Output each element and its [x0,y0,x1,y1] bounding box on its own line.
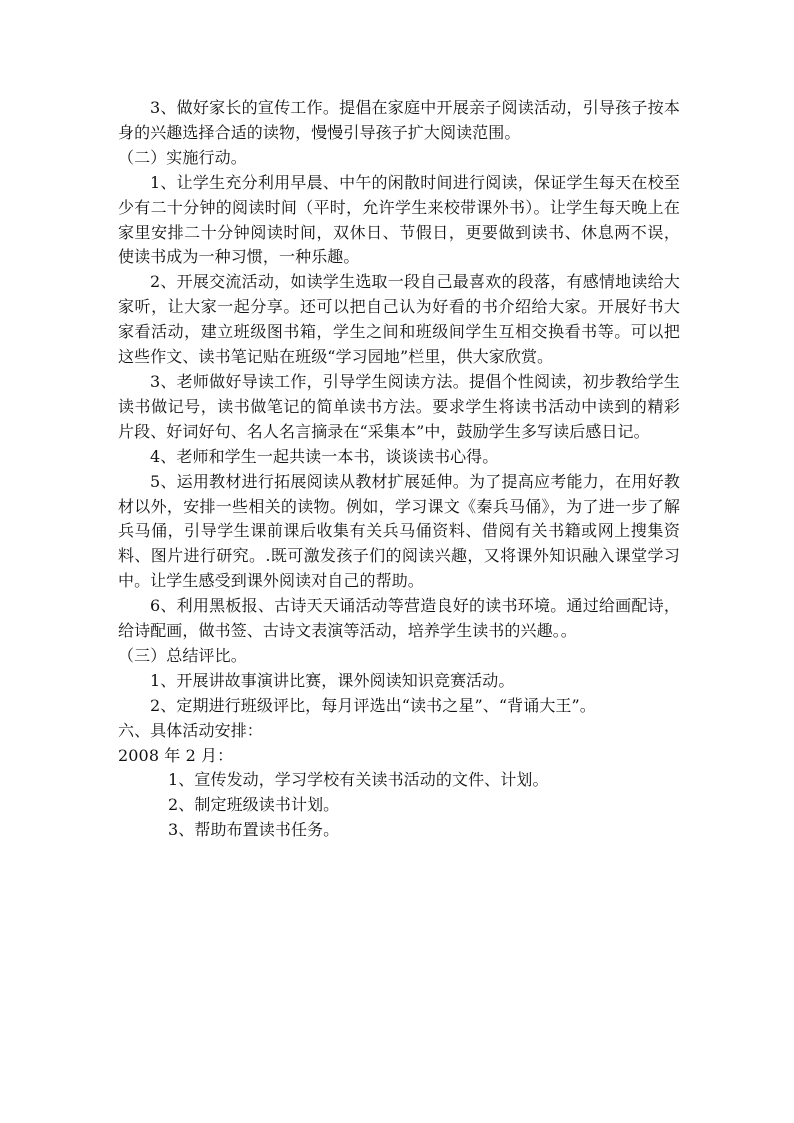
paragraph-shared-reading: 4、老师和学生一起共读一本书，谈谈读书心得。 [150,446,499,466]
schedule-date: 2008 年 2 月： [118,745,234,765]
paragraph-reading-environment: 6、利用黑板报、古诗天天诵活动等营造良好的读书环境。通过给画配诗，给诗配画，做书签、古诗文表演等活动，培养学生读书的兴趣。。 [118,596,680,641]
section-heading-implementation: （二）实施行动。 [118,147,247,167]
paragraph-class-evaluation: 2、定期进行班级评比，每月评选出“读书之星”、“背诵大王”。 [150,695,596,715]
paragraph-exchange-activities: 2、开展交流活动，如读学生选取一段自己最喜欢的段落，有感情地读给大家听，让大家一起分享。还可以把自己认为好看的书介绍给大家。开展好书大家看活动，建立班级图书箱，学生之间和班级间学生互相交换看书等。可以把这些作文、读书笔记贴在班级“学习园地”栏里，供大家欣赏。 [118,272,680,367]
paragraph-teacher-guidance: 3、老师做好导读工作，引导学生阅读方法。提倡个性阅读，初步教给学生读书做记号，读书做笔记的简单读书方法。要求学生将读书活动中读到的精彩片段、好词好句、名人名言摘录在“采集本”中，鼓励学生多写读后感日记。 [118,371,680,441]
paragraph-extended-reading: 5、运用教材进行拓展阅读从教材扩展延伸。为了提高应考能力，在用好教材以外，安排一些相关的读物。例如，学习课文《秦兵马俑》，为了进一步了解兵马俑，引导学生课前课后收集有关兵马俑资料、借阅有关书籍或网上搜集资料、图片进行研究。.既可激发孩子们的阅读兴趣，又将课外知识融入课堂学习中。让学生感受到课外阅读对自己的帮助。 [118,471,680,591]
section-heading-evaluation: （三）总结评比。 [118,645,247,665]
paragraph-storytelling-contest: 1、开展讲故事演讲比赛，课外阅读知识竞赛活动。 [150,670,515,690]
section-heading-schedule: 六、具体活动安排： [118,720,263,740]
document-body [118,96,680,843]
schedule-item: 1、宣传发动，学习学校有关读书活动的文件、计划。 [168,770,549,790]
schedule-item: 2、制定班级读书计划。 [168,795,340,815]
paragraph-parent-publicity: 3、做好家长的宣传工作。提倡在家庭中开展亲子阅读活动，引导孩子按本身的兴趣选择合适的读物，慢慢引导孩子扩大阅读范围。 [118,98,680,142]
schedule-item: 3、帮助布置读书任务。 [168,820,340,840]
paragraph-daily-reading-time: 1、让学生充分利用早晨、中午的闲散时间进行阅读，保证学生每天在校至少有二十分钟的阅读时间（平时，允许学生来校带课外书）。让学生每天晚上在家里安排二十分钟阅读时间，双休日、节假日，更要做到读书、休息两不误，使读书成为一种习惯，一种乐趣。 [118,172,680,267]
